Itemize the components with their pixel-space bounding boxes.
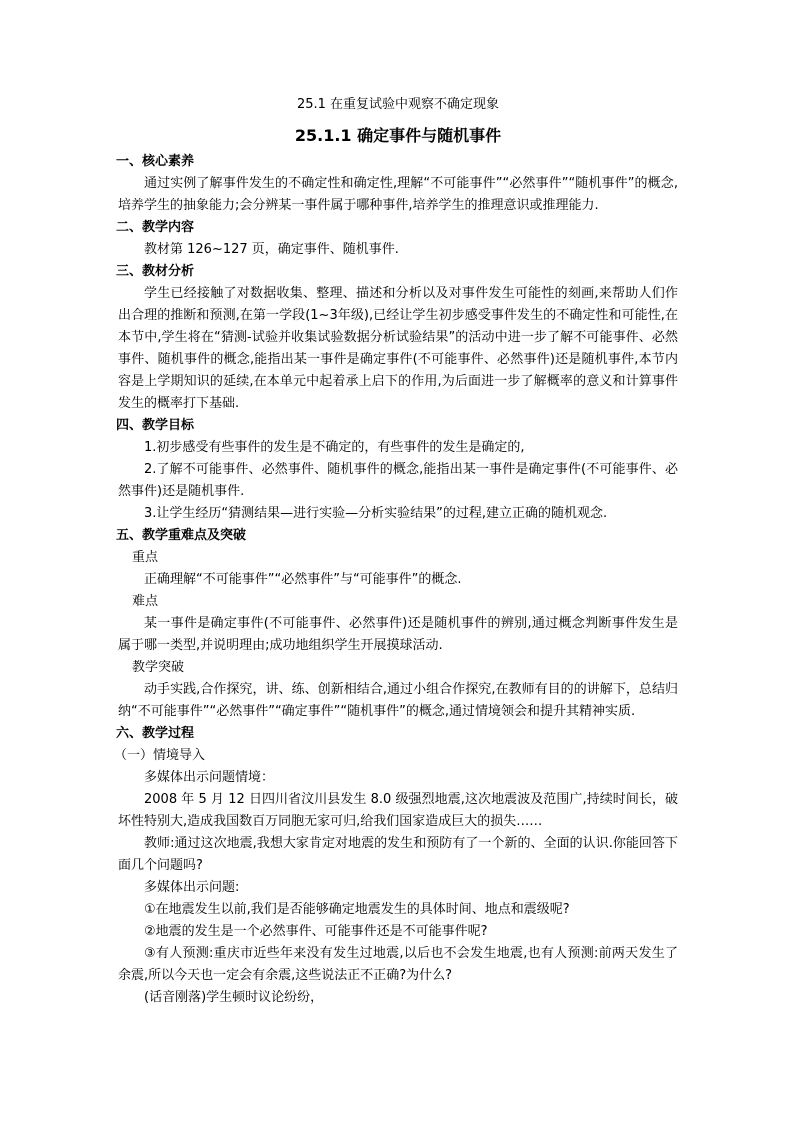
process-line: ③有人预测:重庆市近些年来没有发生过地震,以后也不会发生地震,也有人预测:前两天发生了余震,所以今天也一定会有余震,这些说法正不正确?为什么? bbox=[118, 946, 678, 983]
process-line: 教师:通过这次地震,我想大家肯定对地震的发生和预防有了一个新的、全面的认识.你能回答下面几个问题吗? bbox=[118, 836, 678, 873]
key-point-text: 正确理解“不可能事件”“必然事件”与“可能事件”的概念. bbox=[144, 572, 462, 587]
section-heading-content: 二、教学内容 bbox=[116, 220, 195, 235]
goal-item: 1.初步感受有些事件的发生是不确定的，有些事件的发生是确定的, bbox=[144, 440, 525, 455]
lesson-subtitle: 25.1 在重复试验中观察不确定现象 bbox=[296, 97, 500, 112]
paragraph-analysis: 学生已经接触了对数据收集、整理、描述和分析以及对事件发生可能性的刻画,来帮助人们作出合理的推断和预测,在第一学段(1~3年级),已经让学生初步感受事件发生的不确定性和可能性,在本节中,学生将在“猜测-试验并收集试验数据分析试验结果”的活动中进一步了解不可能事件、必然事件、随机事件的概念,能指出某一事件是确定事件(不可能事件、必然事件)还是随机事件,本节内容是上学期知识的延续,在本单元中起着承上启下的作用,为后面进一步了解概率的意义和计算事件发生的概率打下基础. bbox=[118, 286, 678, 411]
process-line: ②地震的发生是一个必然事件、可能事件还是不可能事件呢? bbox=[144, 924, 488, 939]
section-heading-key-points: 五、教学重难点及突破 bbox=[116, 528, 247, 543]
section-heading-analysis: 三、教材分析 bbox=[116, 264, 195, 279]
goal-item: 3.让学生经历“猜测结果—进行实验—分析实验结果”的过程,建立正确的随机观念. bbox=[144, 506, 608, 521]
section-heading-core: 一、核心素养 bbox=[116, 154, 195, 169]
goal-item: 2.了解不可能事件、必然事件、随机事件的概念,能指出某一事件是确定事件(不可能事件、必然事件)还是随机事件. bbox=[118, 462, 678, 499]
key-point-label: 重点 bbox=[132, 550, 159, 565]
process-line: (话音刚落)学生顿时议论纷纷， bbox=[144, 990, 324, 1005]
difficult-point-text: 某一事件是确定事件(不可能事件、必然事件)还是随机事件的辨别,通过概念判断事件发生是属于哪一类型,并说明理由;成功地组织学生开展摸球活动. bbox=[118, 616, 678, 653]
section-heading-goals: 四、教学目标 bbox=[116, 418, 195, 433]
paragraph-content: 教材第 126~127 页，确定事件、随机事件. bbox=[144, 242, 399, 257]
difficult-point-label: 难点 bbox=[132, 594, 159, 609]
process-step-label: （一）情境导入 bbox=[114, 748, 206, 763]
breakthrough-label: 教学突破 bbox=[132, 660, 185, 675]
process-line: 多媒体出示问题情境： bbox=[144, 770, 275, 785]
section-heading-process: 六、教学过程 bbox=[116, 726, 195, 741]
process-line: 2008 年 5 月 12 日四川省汶川县发生 8.0 级强烈地震,这次地震波及范围广,持续时间长，破坏性特别大,造成我国数百万同胞无家可归,给我们国家造成巨大的损失…… bbox=[118, 792, 678, 829]
lesson-title: 25.1.1 确定事件与随机事件 bbox=[294, 126, 502, 145]
process-line: ①在地震发生以前,我们是否能够确定地震发生的具体时间、地点和震级呢? bbox=[144, 902, 570, 917]
paragraph-core: 通过实例了解事件发生的不确定性和确定性,理解“不可能事件”“必然事件”“随机事件”的概念,培养学生的抽象能力;会分辨某一事件属于哪种事件,培养学生的推理意识或推理能力. bbox=[118, 176, 678, 213]
process-line: 多媒体出示问题: bbox=[144, 880, 240, 895]
breakthrough-text: 动手实践,合作探究，讲、练、创新相结合,通过小组合作探究,在教师有目的的讲解下，总结归纳“不可能事件”“必然事件”“确定事件”“随机事件”的概念,通过情境领会和提升其精神实质. bbox=[118, 682, 678, 719]
document-body bbox=[114, 94, 678, 1009]
